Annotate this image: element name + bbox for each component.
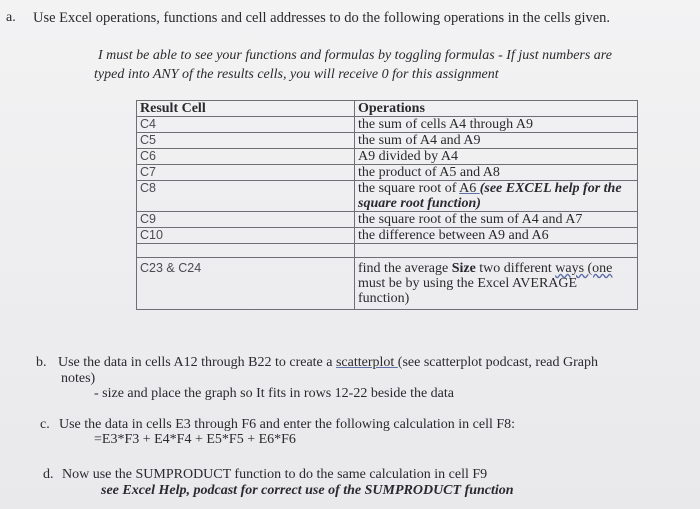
operation-line-2: must be by using the Excel AVERAGE <box>358 276 578 291</box>
cell-reference-link[interactable]: A6 <box>459 181 480 196</box>
operation-text <box>355 181 638 212</box>
operation-line-1: find the average Size two different ways (one <box>358 261 613 276</box>
operation-text: the sum of cells A4 through A9 <box>355 117 638 133</box>
table-row <box>137 212 638 228</box>
part-b-line3: - size and place the graph so It fits in rows 12-22 beside the data <box>94 386 455 401</box>
part-a-note-line2: typed into ANY of the results cells, you will receive 0 for this assignment <box>94 67 499 82</box>
ways-link[interactable]: ways (one <box>555 261 613 276</box>
part-b-prefix: b. <box>36 355 47 370</box>
table-row <box>137 258 638 310</box>
operation-text: the sum of A4 and A9 <box>355 133 638 149</box>
table-header-row <box>137 101 638 117</box>
table-row <box>137 117 638 133</box>
operation-text-pre: the square root of <box>358 181 460 196</box>
part-c-formula: =E3*F3 + E4*F4 + E5*F5 + E6*F6 <box>94 432 296 447</box>
operations-table <box>136 100 638 310</box>
empty-cell <box>137 244 355 258</box>
part-b-line2: notes) <box>61 371 96 386</box>
part-b-line1: Use the data in cells A12 through B22 to create a scatterplot (see scatterplot podcast, read Graph <box>58 355 598 370</box>
result-cell: C5 <box>137 133 355 149</box>
result-cell: C4 <box>137 117 355 133</box>
table-spacer-row <box>137 244 638 258</box>
table-row <box>137 181 638 212</box>
result-cell: C9 <box>137 212 355 228</box>
operation-line-3: function) <box>358 291 410 306</box>
part-c-line1: Use the data in cells E3 through F6 and enter the following calculation in cell F8: <box>59 417 516 432</box>
operation-text: the square root of the sum of A4 and A7 <box>355 212 638 228</box>
result-cell: C8 <box>137 181 355 212</box>
table-row <box>137 133 638 149</box>
part-d-prefix: d. <box>43 467 54 482</box>
header-operations: Operations <box>355 101 638 117</box>
part-a-instruction: Use Excel operations, functions and cell addresses to do the following operations in the cells given. <box>33 10 611 26</box>
part-a-prefix: a. <box>6 10 16 25</box>
operation-text: A9 divided by A4 <box>355 149 638 165</box>
table-row <box>137 149 638 165</box>
size-keyword: Size <box>451 261 476 276</box>
operation-text: the difference between A9 and A6 <box>355 228 638 244</box>
part-d-line2: see Excel Help, podcast for correct use of the SUMPRODUCT function <box>101 483 514 498</box>
part-a-note-line1: I must be able to see your functions and formulas by toggling formulas - If just numbers are <box>98 48 612 63</box>
operation-text <box>355 258 638 310</box>
operation-text: the product of A5 and A8 <box>355 165 638 181</box>
scatterplot-link[interactable]: scatterplot <box>335 355 398 370</box>
part-c-prefix: c. <box>40 417 50 432</box>
empty-cell <box>355 244 638 258</box>
result-cell: C6 <box>137 149 355 165</box>
table-row <box>137 165 638 181</box>
result-cell: C10 <box>137 228 355 244</box>
help-note: (see EXCEL help for the square root function) <box>358 181 622 211</box>
table-row <box>137 228 638 244</box>
part-d-line1: Now use the SUMPRODUCT function to do the same calculation in cell F9 <box>62 467 488 482</box>
header-result-cell: Result Cell <box>137 101 355 117</box>
result-cell: C7 <box>137 165 355 181</box>
result-cell: C23 & C24 <box>137 258 355 310</box>
